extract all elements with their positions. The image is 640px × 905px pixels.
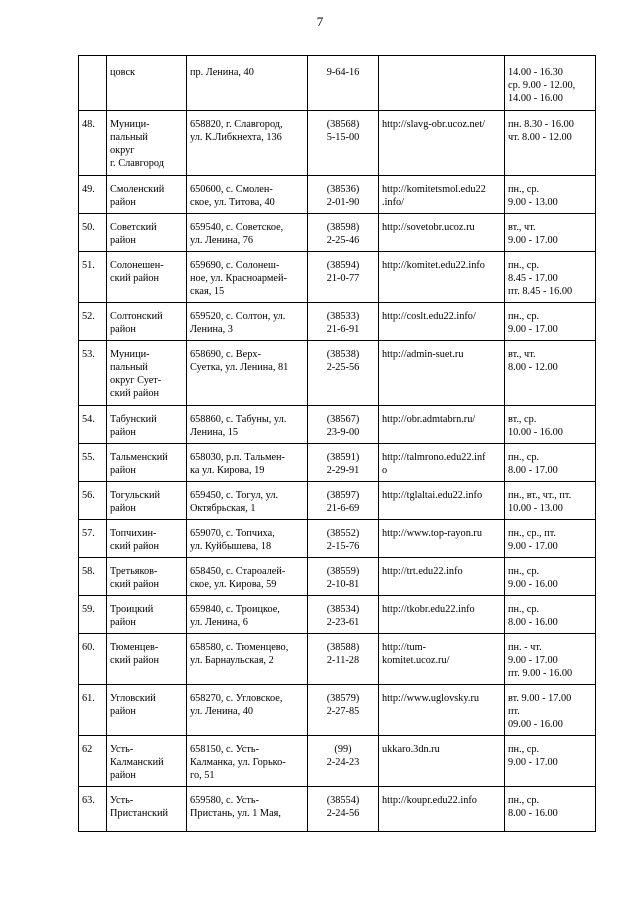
website-cell (379, 558, 505, 596)
phone-line: 2-01-90 (326, 197, 360, 208)
website-cell (379, 736, 505, 787)
row-number-cell: 63. (79, 787, 107, 832)
working-hours-line: вт. 9.00 - 17.00 (508, 693, 572, 704)
district-name-line: Третьяков- (110, 566, 158, 577)
district-name-line: район (110, 235, 136, 246)
phone-line: 2-24-56 (326, 808, 360, 819)
working-hours-line: пн., ср. (508, 566, 540, 577)
website-line: http://koupr.edu22.info (382, 795, 477, 806)
website-cell (379, 520, 505, 558)
working-hours-line: пн., ср. (508, 744, 540, 755)
working-hours-line: 8.00 - 12.00 (508, 362, 558, 373)
website-line: ukkaro.3dn.ru (382, 744, 440, 755)
phone-line: 2-10-81 (326, 579, 360, 590)
working-hours-cell (505, 685, 596, 736)
phone-line: 2-24-23 (326, 757, 360, 768)
website-line: http://obr.admtabrn.ru/ (382, 414, 476, 425)
working-hours-line: 9.00 - 17.00 (508, 757, 558, 768)
website-line: http://tum- (382, 642, 427, 653)
phone-line: (38534) (326, 604, 360, 615)
website-line: http://sovetobr.ucoz.ru (382, 222, 475, 233)
phone-line: 21-6-69 (326, 503, 360, 514)
working-hours-cell (505, 252, 596, 303)
phone-cell (308, 406, 379, 444)
address-line: ская, 15 (190, 286, 225, 297)
working-hours-cell (505, 736, 596, 787)
website-line: http://tglaltai.edu22.info (382, 490, 483, 501)
phone-cell (308, 341, 379, 406)
row-number-cell: 51. (79, 252, 107, 303)
website-line: http://coslt.edu22.info/ (382, 311, 476, 322)
website-cell (379, 252, 505, 303)
row-number-cell: 56. (79, 482, 107, 520)
address-line: 658820, г. Славгород, (190, 119, 283, 130)
phone-cell (308, 111, 379, 176)
row-number-cell: 61. (79, 685, 107, 736)
row-number-cell: 54. (79, 406, 107, 444)
phone-cell (308, 596, 379, 634)
website-cell (379, 56, 505, 111)
table-row (79, 596, 596, 634)
district-name-line: ский район (110, 388, 160, 399)
working-hours-line: вт., чт. (508, 349, 536, 360)
working-hours-line: ср. 9.00 - 12.00, (508, 80, 576, 91)
address-line: 659540, с. Советское, (190, 222, 284, 233)
website-line: komitet.ucoz.ru/ (382, 655, 450, 666)
working-hours-line: вт., ср. (508, 414, 537, 425)
district-name-line: район (110, 197, 136, 208)
district-name-cell (107, 252, 187, 303)
working-hours-line: пн., ср. (508, 311, 540, 322)
phone-line: (38554) (326, 795, 360, 806)
address-cell (187, 252, 308, 303)
address-cell (187, 482, 308, 520)
working-hours-cell (505, 176, 596, 214)
district-name-line: ский район (110, 541, 160, 552)
website-line: http://admin-suet.ru (382, 349, 464, 360)
address-line: 658150, с. Усть- (190, 744, 260, 755)
website-line: http://komitet.edu22.info (382, 260, 485, 271)
table-row (79, 303, 596, 341)
phone-line: (38594) (326, 260, 360, 271)
website-cell (379, 406, 505, 444)
working-hours-line: 9.00 - 16.00 (508, 579, 558, 590)
district-name-line: Советский (110, 222, 157, 233)
district-name-cell (107, 520, 187, 558)
working-hours-cell (505, 482, 596, 520)
phone-line: (38538) (326, 349, 360, 360)
address-line: 659450, с. Тогул, ул. (190, 490, 279, 501)
row-number-cell: 59. (79, 596, 107, 634)
district-name-cell (107, 214, 187, 252)
phone-cell (308, 634, 379, 685)
phone-line: (38591) (326, 452, 360, 463)
district-name-cell (107, 634, 187, 685)
working-hours-line: пн., вт., чт., пт. (508, 490, 572, 501)
address-line: Октябрьская, 1 (190, 503, 256, 514)
row-number-cell: 62 (79, 736, 107, 787)
website-cell (379, 303, 505, 341)
district-name-line: район (110, 465, 136, 476)
working-hours-cell (505, 111, 596, 176)
address-line: ское, ул. Кирова, 59 (190, 579, 277, 590)
website-line: http://www.top-rayon.ru (382, 528, 482, 539)
working-hours-line: 9.00 - 13.00 (508, 197, 558, 208)
address-line: 658450, с. Староалей- (190, 566, 286, 577)
address-line: 650600, с. Смолен- (190, 184, 273, 195)
district-name-cell (107, 303, 187, 341)
website-cell (379, 634, 505, 685)
address-line: ул. Ленина, 40 (190, 706, 254, 717)
table-row (79, 56, 596, 111)
district-name-cell (107, 56, 187, 111)
phone-line: (38588) (326, 642, 360, 653)
address-line: ул. Ленина, 6 (190, 617, 248, 628)
district-name-line: Угловский (110, 693, 156, 704)
address-line: го, 51 (190, 770, 215, 781)
address-cell (187, 520, 308, 558)
website-cell (379, 596, 505, 634)
working-hours-cell (505, 214, 596, 252)
website-cell (379, 341, 505, 406)
district-name-line: район (110, 427, 136, 438)
phone-line: (38536) (326, 184, 360, 195)
phone-line: (38597) (326, 490, 360, 501)
row-number-cell: 55. (79, 444, 107, 482)
district-name-line: район (110, 706, 136, 717)
phone-line: (38598) (326, 222, 360, 233)
table-row (79, 736, 596, 787)
working-hours-line: пн. 8.30 - 16.00 (508, 119, 574, 130)
table-row (79, 214, 596, 252)
district-name-line: район (110, 324, 136, 335)
working-hours-line: пн., ср. (508, 260, 540, 271)
district-name-cell (107, 176, 187, 214)
working-hours-line: пн., ср. (508, 184, 540, 195)
district-name-line: Солтонский (110, 311, 163, 322)
website-cell (379, 444, 505, 482)
working-hours-line: 14.00 - 16.00 (508, 93, 563, 104)
table-row (79, 111, 596, 176)
address-cell (187, 303, 308, 341)
district-name-line: ский район (110, 655, 160, 666)
row-number-cell: 57. (79, 520, 107, 558)
phone-line: (38567) (326, 414, 360, 425)
district-name-line: г. Славгород (110, 158, 165, 169)
website-cell (379, 685, 505, 736)
table-row (79, 406, 596, 444)
address-line: 659840, с. Троицкое, (190, 604, 280, 615)
table-body (79, 56, 596, 832)
district-name-cell (107, 111, 187, 176)
phone-cell (308, 444, 379, 482)
address-line: ул. Ленина, 76 (190, 235, 254, 246)
phone-line: 21-0-77 (326, 273, 360, 284)
district-name-line: Муници- (110, 119, 150, 130)
phone-line: 9-64-16 (326, 67, 360, 78)
address-line: 658580, с. Тюменцево, (190, 642, 289, 653)
website-cell (379, 176, 505, 214)
phone-line: 2-29-91 (326, 465, 360, 476)
district-name-line: округ (110, 145, 135, 156)
row-number-cell: 53. (79, 341, 107, 406)
address-cell (187, 685, 308, 736)
district-name-line: цовск (110, 67, 136, 78)
district-name-cell (107, 341, 187, 406)
district-name-line: Табунский (110, 414, 157, 425)
district-name-line: ский район (110, 273, 160, 284)
address-cell (187, 558, 308, 596)
district-name-line: Троицкий (110, 604, 154, 615)
address-line: Ленина, 3 (190, 324, 233, 335)
address-line: Ленина, 15 (190, 427, 239, 438)
address-line: 659520, с. Солтон, ул. (190, 311, 286, 322)
working-hours-line: пн., ср. (508, 604, 540, 615)
district-name-line: район (110, 617, 136, 628)
address-line: ул. Куйбышева, 18 (190, 541, 272, 552)
district-name-line: Муници- (110, 349, 150, 360)
address-line: 659690, с. Солонеш- (190, 260, 280, 271)
phone-line: (99) (334, 744, 352, 755)
district-name-line: Пристанский (110, 808, 168, 819)
phone-line: (38533) (326, 311, 360, 322)
district-name-cell (107, 558, 187, 596)
working-hours-cell (505, 558, 596, 596)
working-hours-line: пн., ср., пт. (508, 528, 556, 539)
table-row (79, 558, 596, 596)
address-cell (187, 736, 308, 787)
working-hours-cell (505, 56, 596, 111)
working-hours-line: пн., ср. (508, 452, 540, 463)
row-number-cell: 48. (79, 111, 107, 176)
district-name-line: пальный (110, 362, 148, 373)
phone-line: (38579) (326, 693, 360, 704)
working-hours-cell (505, 444, 596, 482)
row-number-cell: 49. (79, 176, 107, 214)
working-hours-line: пт. 8.45 - 16.00 (508, 286, 573, 297)
district-name-line: район (110, 770, 136, 781)
address-line: 658860, с. Табуны, ул. (190, 414, 287, 425)
district-name-line: Топчихин- (110, 528, 157, 539)
table-row (79, 520, 596, 558)
address-cell (187, 111, 308, 176)
website-cell (379, 787, 505, 832)
table-row (79, 634, 596, 685)
working-hours-line: 09.00 - 16.00 (508, 719, 563, 730)
district-name-cell (107, 685, 187, 736)
working-hours-line: пн., ср. (508, 795, 540, 806)
row-number-cell: 52. (79, 303, 107, 341)
district-name-cell (107, 444, 187, 482)
district-name-cell (107, 596, 187, 634)
address-line: ул. К.Либкнехта, 136 (190, 132, 282, 143)
phone-cell (308, 214, 379, 252)
address-line: 658030, р.п. Тальмен- (190, 452, 285, 463)
phone-cell (308, 482, 379, 520)
table-row (79, 482, 596, 520)
district-name-line: округ Сует- (110, 375, 162, 386)
table-row (79, 341, 596, 406)
phone-cell (308, 56, 379, 111)
working-hours-cell (505, 596, 596, 634)
address-line: пр. Ленина, 40 (190, 67, 254, 78)
table-row (79, 176, 596, 214)
working-hours-line: 8.00 - 16.00 (508, 617, 558, 628)
phone-cell (308, 176, 379, 214)
row-number-cell (79, 56, 107, 111)
working-hours-line: 9.00 - 17.00 (508, 235, 558, 246)
district-name-line: район (110, 503, 136, 514)
working-hours-line: 8.00 - 16.00 (508, 808, 558, 819)
phone-line: 2-11-28 (326, 655, 360, 666)
phone-cell (308, 520, 379, 558)
address-line: 658690, с. Верх- (190, 349, 261, 360)
phone-line: 23-9-00 (326, 427, 360, 438)
phone-cell (308, 685, 379, 736)
district-name-line: Солонешен- (110, 260, 164, 271)
website-cell (379, 214, 505, 252)
phone-line: 2-23-61 (326, 617, 360, 628)
phone-cell (308, 558, 379, 596)
address-cell (187, 176, 308, 214)
district-name-line: Смоленский (110, 184, 165, 195)
address-cell (187, 341, 308, 406)
district-name-line: ский район (110, 579, 160, 590)
row-number-cell: 60. (79, 634, 107, 685)
address-cell (187, 214, 308, 252)
address-cell (187, 787, 308, 832)
working-hours-cell (505, 520, 596, 558)
website-line: .info/ (382, 197, 405, 208)
website-line: http://www.uglovsky.ru (382, 693, 480, 704)
working-hours-line: 9.00 - 17.00 (508, 655, 558, 666)
phone-line: (38559) (326, 566, 360, 577)
phone-line: 2-27-85 (326, 706, 360, 717)
address-cell (187, 444, 308, 482)
address-line: ское, ул. Титова, 40 (190, 197, 275, 208)
row-number-cell: 58. (79, 558, 107, 596)
phone-line: 21-6-91 (326, 324, 360, 335)
phone-cell (308, 787, 379, 832)
phone-cell (308, 303, 379, 341)
district-name-line: Усть- (110, 744, 134, 755)
working-hours-line: пт. (508, 706, 520, 717)
address-cell (187, 406, 308, 444)
education-departments-table (78, 55, 596, 832)
working-hours-line: 8.45 - 17.00 (508, 273, 558, 284)
phone-line: (38568) (326, 119, 360, 130)
website-cell (379, 111, 505, 176)
working-hours-line: 14.00 - 16.30 (508, 67, 563, 78)
address-cell (187, 634, 308, 685)
website-line: http://slavg-obr.ucoz.net/ (382, 119, 485, 130)
phone-cell (308, 252, 379, 303)
district-name-line: Калманский (110, 757, 164, 768)
district-name-cell (107, 406, 187, 444)
table-row (79, 685, 596, 736)
website-line: http://talmrono.edu22.inf (382, 452, 486, 463)
address-line: Калманка, ул. Горько- (190, 757, 286, 768)
website-line: http://trt.edu22.info (382, 566, 463, 577)
phone-line: (38552) (326, 528, 360, 539)
working-hours-line: 10.00 - 16.00 (508, 427, 563, 438)
website-cell (379, 482, 505, 520)
district-name-line: Тогульский (110, 490, 161, 501)
working-hours-line: чт. 8.00 - 12.00 (508, 132, 572, 143)
working-hours-line: пт. 9.00 - 16.00 (508, 668, 573, 679)
district-name-cell (107, 787, 187, 832)
phone-line: 5-15-00 (326, 132, 360, 143)
address-line: 659070, с. Топчиха, (190, 528, 275, 539)
district-name-line: Усть- (110, 795, 134, 806)
district-name-line: Тальменский (110, 452, 168, 463)
working-hours-line: 9.00 - 17.00 (508, 324, 558, 335)
working-hours-line: вт., чт. (508, 222, 536, 233)
address-line: ка ул. Кирова, 19 (190, 465, 265, 476)
address-line: ул. Барнаульская, 2 (190, 655, 274, 666)
table-row (79, 252, 596, 303)
district-name-cell (107, 736, 187, 787)
page-number: 7 (316, 14, 324, 29)
address-cell (187, 596, 308, 634)
address-line: Пристань, ул. 1 Мая, (190, 808, 281, 819)
address-line: ное, ул. Красноармей- (190, 273, 287, 284)
district-name-line: пальный (110, 132, 148, 143)
address-line: Суетка, ул. Ленина, 81 (190, 362, 289, 373)
phone-line: 2-15-76 (326, 541, 360, 552)
row-number-cell: 50. (79, 214, 107, 252)
table-row (79, 444, 596, 482)
phone-line: 2-25-56 (326, 362, 360, 373)
working-hours-line: 10.00 - 13.00 (508, 503, 563, 514)
address-line: 658270, с. Угловское, (190, 693, 283, 704)
phone-line: 2-25-46 (326, 235, 360, 246)
working-hours-cell (505, 303, 596, 341)
working-hours-line: 8.00 - 17.00 (508, 465, 558, 476)
district-name-line: Тюменцев- (110, 642, 159, 653)
working-hours-line: 9.00 - 17.00 (508, 541, 558, 552)
working-hours-cell (505, 406, 596, 444)
working-hours-line: пн. - чт. (508, 642, 542, 653)
working-hours-cell (505, 341, 596, 406)
website-line: http://tkobr.edu22.info (382, 604, 475, 615)
table-row (79, 787, 596, 832)
address-cell (187, 56, 308, 111)
website-line: http://komitetsmol.edu22 (382, 184, 486, 195)
phone-cell (308, 736, 379, 787)
address-line: 659580, с. Усть- (190, 795, 260, 806)
working-hours-cell (505, 634, 596, 685)
district-name-cell (107, 482, 187, 520)
working-hours-cell (505, 787, 596, 832)
website-line: o (382, 465, 388, 476)
